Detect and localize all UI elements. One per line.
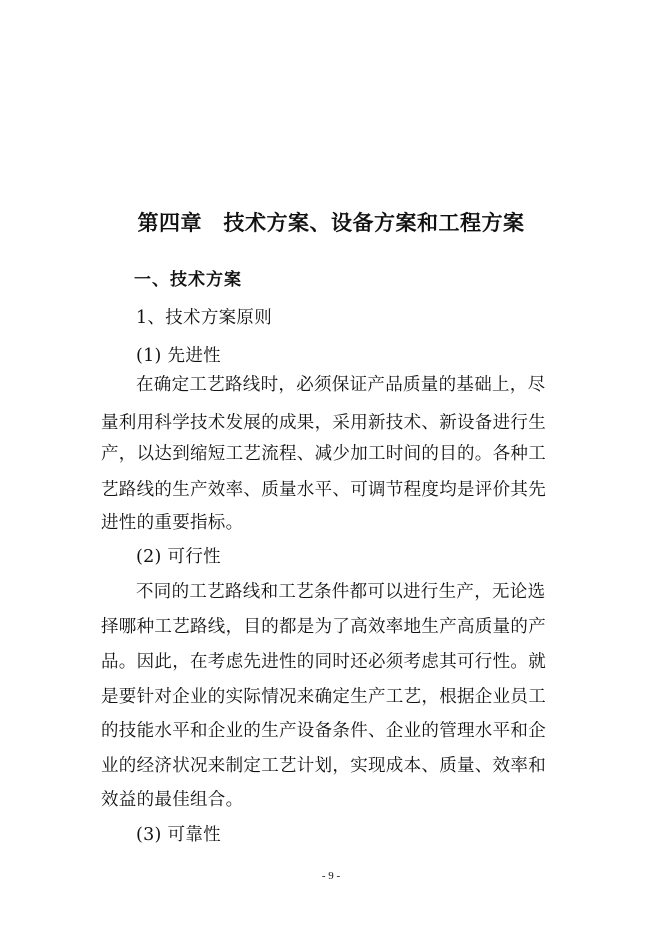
item-title: (1) 先进性	[136, 346, 221, 366]
paragraph-line: 业的经济状况来制定工艺计划，实现成本、质量、效率和	[101, 756, 546, 776]
paragraph-line: 产，以达到缩短工艺流程、减少加工时间的目的。各种工	[101, 444, 546, 464]
item-title: (2) 可行性	[136, 547, 221, 567]
paragraph-line: 的技能水平和企业的生产设备条件、企业的管理水平和企	[101, 721, 546, 741]
page-number: - 9 -	[321, 870, 341, 882]
section-heading: 一、技术方案	[134, 270, 242, 290]
paragraph-line: 量利用科学技术发展的成果，采用新技术、新设备进行生	[101, 413, 546, 433]
paragraph-line: 品。因此，在考虑先进性的同时还必须考虑其可行性。就	[101, 652, 546, 672]
paragraph-line: 不同的工艺路线和工艺条件都可以进行生产，无论选	[136, 582, 546, 602]
paragraph-line: 是要针对企业的实际情况来确定生产工艺，根据企业员工	[101, 687, 546, 707]
paragraph-line: 在确定工艺路线时，必须保证产品质量的基础上，尽	[136, 375, 546, 395]
subsection-title: 1、技术方案原则	[136, 308, 273, 328]
chapter-title: 第四章 技术方案、设备方案和工程方案	[137, 211, 525, 235]
paragraph-line: 效益的最佳组合。	[101, 790, 244, 810]
paragraph-line: 进性的重要指标。	[101, 513, 244, 533]
item-title: (3) 可靠性	[136, 825, 221, 845]
paragraph-line: 择哪种工艺路线，目的都是为了高效率地生产高质量的产	[101, 617, 546, 637]
paragraph-line: 艺路线的生产效率、质量水平、可调节程度均是评价其先	[101, 480, 546, 500]
